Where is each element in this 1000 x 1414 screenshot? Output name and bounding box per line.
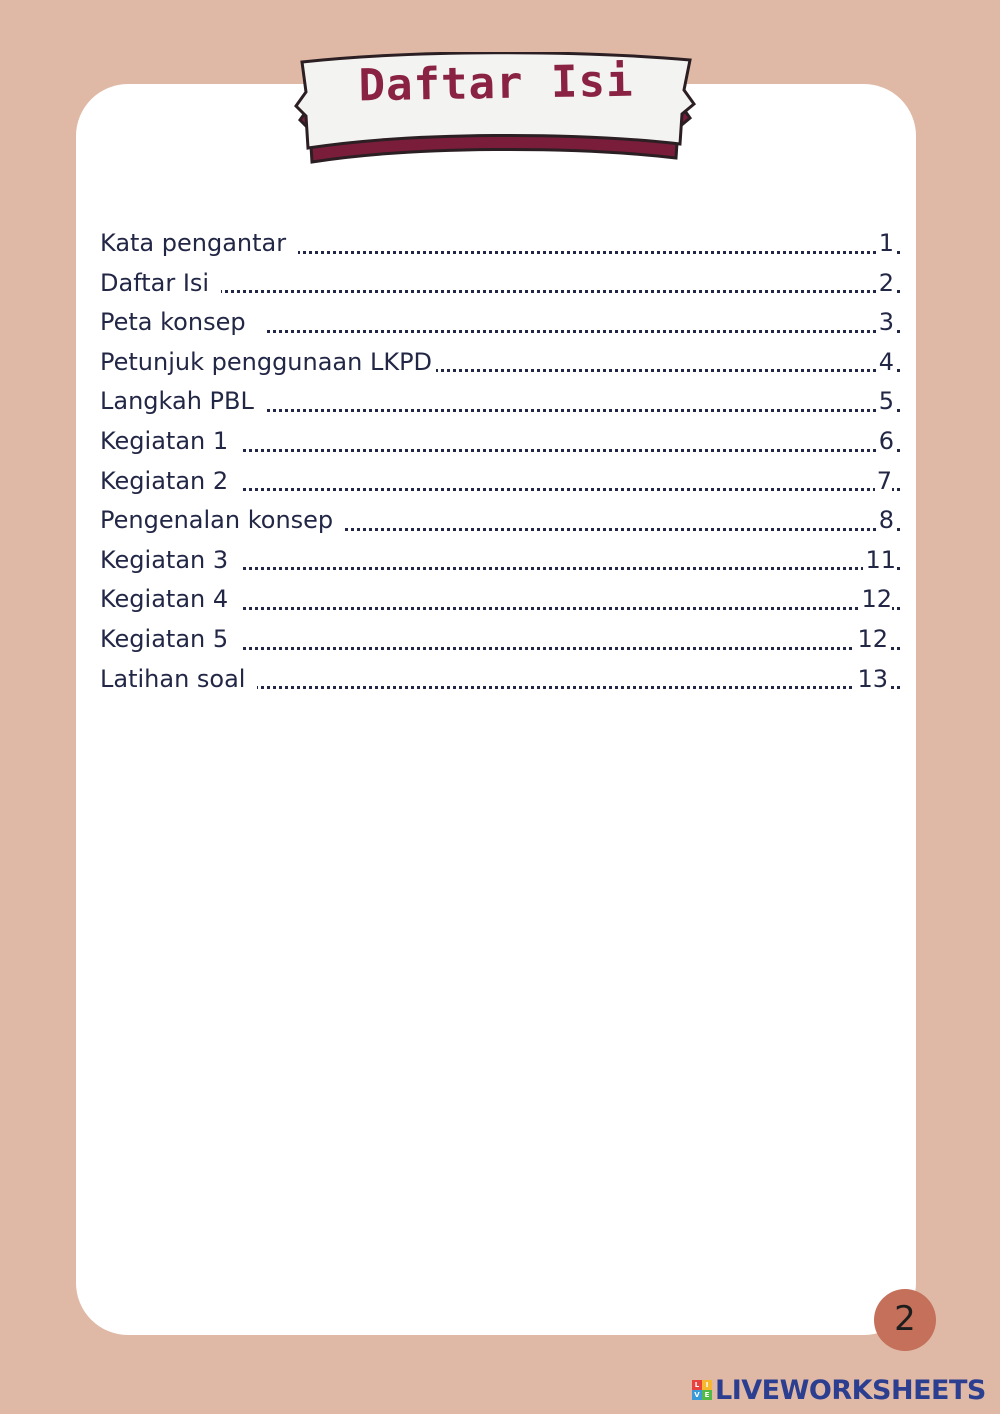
logo-letter: E	[702, 1390, 712, 1400]
toc-page-number: 13	[855, 660, 888, 700]
toc-page-number: 12	[855, 620, 888, 660]
liveworksheets-logo[interactable]	[692, 1374, 986, 1406]
toc-row[interactable]	[100, 343, 900, 383]
toc-label: Kegiatan 4	[100, 580, 240, 620]
logo-letter: I	[702, 1380, 712, 1390]
liveworksheets-logo-icon	[692, 1380, 712, 1400]
toc-row[interactable]	[100, 303, 900, 343]
toc-page-number: 8	[877, 501, 894, 541]
toc-page-number: 6	[877, 422, 894, 462]
toc-row[interactable]	[100, 501, 900, 541]
toc-row[interactable]	[100, 620, 900, 660]
toc-label: Kegiatan 3	[100, 541, 240, 581]
toc-page-number: 4	[877, 343, 894, 383]
toc-label: Daftar Isi	[100, 264, 221, 304]
toc-page-number: 2	[877, 264, 894, 304]
toc-row[interactable]	[100, 382, 900, 422]
toc-page-number: 1	[877, 224, 894, 264]
table-of-contents	[100, 224, 900, 699]
logo-letter: V	[692, 1390, 702, 1400]
page-title: Daftar Isi	[358, 55, 634, 112]
toc-row[interactable]	[100, 224, 900, 264]
toc-page-number: 11	[863, 541, 896, 581]
toc-row[interactable]	[100, 541, 900, 581]
logo-letter: L	[692, 1380, 702, 1390]
toc-label: Peta konsep	[100, 303, 265, 343]
toc-label: Kata pengantar	[100, 224, 298, 264]
toc-label: Latihan soal	[100, 660, 257, 700]
toc-label: Petunjuk penggunaan LKPD	[100, 343, 436, 383]
toc-label: Kegiatan 5	[100, 620, 240, 660]
toc-label: Langkah PBL	[100, 382, 265, 422]
toc-label: Kegiatan 1	[100, 422, 240, 462]
toc-row[interactable]	[100, 580, 900, 620]
toc-label: Kegiatan 2	[100, 462, 240, 502]
toc-row[interactable]	[100, 264, 900, 304]
liveworksheets-logo-text: LIVEWORKSHEETS	[715, 1374, 986, 1406]
toc-page-number: 3	[877, 303, 894, 343]
title-banner	[294, 52, 698, 168]
toc-row[interactable]	[100, 462, 900, 502]
toc-page-number: 5	[877, 382, 894, 422]
toc-row[interactable]	[100, 660, 900, 700]
toc-label: Pengenalan konsep	[100, 501, 345, 541]
toc-row[interactable]	[100, 422, 900, 462]
toc-page-number: 12	[859, 580, 892, 620]
page-number-badge: 2	[874, 1289, 936, 1351]
toc-page-number: 7	[875, 462, 892, 502]
